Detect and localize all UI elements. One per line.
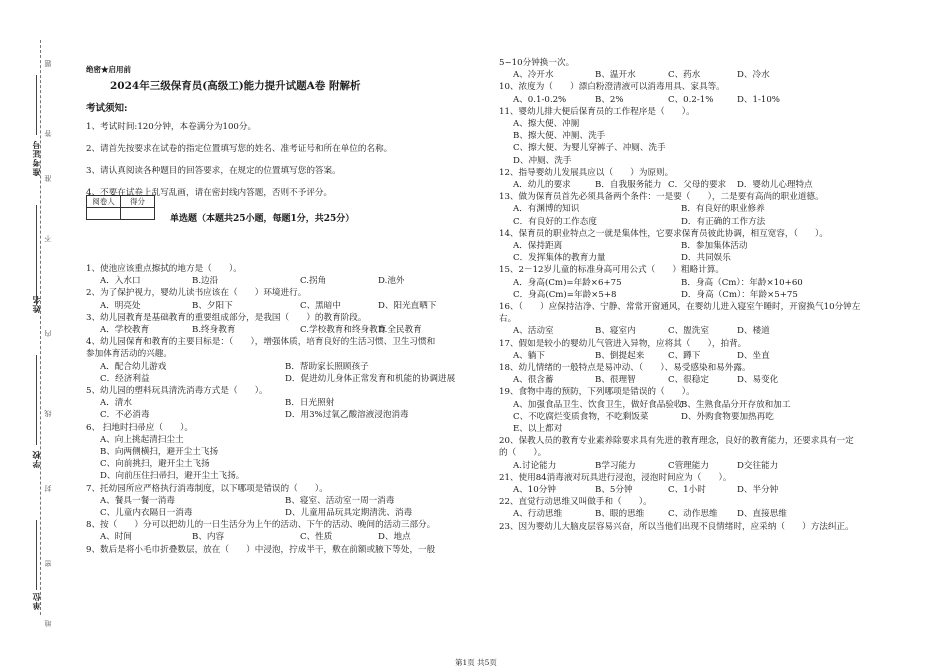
question-option: C．不必消毒: [100, 410, 150, 421]
question-option: A．明亮处: [100, 300, 141, 311]
question-option: C.拐角: [300, 276, 327, 287]
question-option: C、性质: [300, 532, 333, 543]
seal-char: 题: [44, 60, 52, 67]
question-option: D、半分钟: [737, 485, 779, 495]
question-stem: 3、幼儿园教育是基础教育的重要组成部分，是我国（ ）的教育阶段。: [86, 312, 367, 323]
question-option: A、0.1-0.2%: [513, 94, 567, 105]
question-option: D．促进幼儿身体正常发育和机能的协调进展: [285, 373, 456, 384]
question-option: A．身高(Cm)=年龄×6+75: [513, 277, 622, 288]
question-stem: 4、幼儿园保育和教育的主要目标是：（ ），增强体质，培育良好的生活习惯、卫生习惯和: [86, 337, 436, 348]
seal-line: [40, 40, 41, 615]
fill-in-line[interactable]: [36, 75, 37, 135]
question-stem: 13、做为保育员首先必须具备两个条件：一是要（ ），二是要有高尚的职业道德。: [499, 192, 824, 203]
question-option: A、很含蓄: [513, 375, 554, 386]
question-stem: 22、直觉行动思维又叫做手和（ ）。: [499, 497, 652, 508]
question-stem: 19、食物中毒的预防，下列哪项是错误的（ ）。: [499, 387, 695, 398]
question-option: A、餐具一餐一消毒: [100, 495, 175, 506]
question-stem: 7、托幼园所应严格执行消毒制度，以下哪项是错误的（ ）。: [86, 483, 328, 494]
question-stem: 6、 扫地时扫帚应（ ）。: [86, 422, 194, 433]
question-option: B、倒提起来: [595, 350, 645, 361]
question-option: C、擦大便、为婴儿穿裤子、冲厕、洗手: [513, 143, 666, 154]
question-stem: 9、数后是将小毛巾折叠数层，放在（ ）中浸泡，拧成半干，敷在前额或腋下等处，一般: [86, 544, 436, 555]
question-stem: 5~10分钟换一次。: [499, 58, 575, 68]
question-option: C、0.2-1%: [668, 94, 714, 105]
question-option: E、以上都对: [513, 424, 563, 434]
question-stem: 11、婴幼儿排大便后保育员的工作程序是（ ）。: [499, 106, 695, 117]
seal-char: 封: [44, 485, 52, 492]
question-option: B、2%: [595, 94, 624, 105]
seal-char: 不: [44, 235, 52, 242]
question-option: A、时间: [100, 532, 132, 543]
question-option: D、1-10%: [737, 94, 780, 105]
seal-char: 准: [44, 175, 52, 182]
question-option: D、地点: [378, 532, 411, 543]
question-option: D、坐直: [737, 350, 770, 361]
question-option: B、寝室内: [595, 326, 636, 337]
seal-label: 准考证号: [31, 140, 41, 176]
question-option: B．参加集体活动: [681, 241, 748, 251]
question-option: B、向两侧横扫，避开尘土飞扬: [100, 447, 219, 457]
fill-in-line[interactable]: [36, 205, 37, 305]
notice-title: 考试须知:: [86, 103, 128, 114]
question-stem: 参加体育活动的兴趣。: [86, 349, 172, 360]
question-option: A、10分钟: [513, 485, 556, 495]
question-option: C、向前挑扫，避开尘土飞扬: [100, 459, 210, 470]
question-option: B、擦大便、冲厕、洗手: [513, 131, 606, 142]
question-option: A、向上挑起清扫尘土: [100, 434, 184, 445]
question-option: C．发挥集体的教育力量: [513, 253, 606, 264]
question-option: C、药水: [668, 70, 701, 81]
score-table-score-label: 得分: [121, 196, 155, 208]
notice-item: 4、不要在试卷上乱写乱画，请在密封线内答题，否则不予评分。: [86, 188, 333, 198]
question-option: D、外购食物要加热再吃: [681, 411, 774, 422]
question-option: B学习能力: [595, 460, 636, 471]
question-option: D、冷水: [737, 70, 770, 81]
question-option: C、很稳定: [668, 375, 709, 386]
question-option: B、生熟食品分开存放和加工: [681, 399, 791, 410]
question-option: D.全民教育: [378, 325, 422, 335]
question-option: C、动作思维: [668, 509, 718, 520]
question-option: C管理能力: [668, 460, 709, 471]
question-option: B、温开水: [595, 70, 636, 81]
question-option: A．学校教育: [100, 325, 150, 335]
question-option: A．保持距离: [513, 241, 563, 251]
question-option: C、蹲下: [668, 350, 701, 361]
question-option: D．共同娱乐: [681, 253, 731, 264]
question-option: B.终身教育: [192, 325, 236, 335]
score-cell[interactable]: [121, 208, 155, 220]
question-option: D、儿童用品玩具定期清洗、消毒: [285, 508, 413, 518]
notice-item: 1、考试时间:120分钟，本卷满分为100分。: [86, 122, 257, 132]
question-option: C．有良好的工作态度: [513, 216, 597, 227]
question-stem: 20、保教人员的教育专业素养除要求具有先进的教育理念，良好的教育能力，还要求具有一定: [499, 436, 854, 447]
question-option: D、楼道: [737, 326, 770, 337]
question-option: B．自我服务能力: [595, 180, 662, 190]
seal-char: 答: [44, 130, 52, 137]
question-option: A．有渊博的知识: [513, 204, 580, 215]
question-option: C、1小时: [668, 485, 706, 495]
question-option: D．婴幼儿心理特点: [737, 180, 813, 190]
page-footer: 第1页 共5页: [455, 658, 497, 667]
question-stem: 1、使池应该重点擦拭的地方是（ ）。: [86, 264, 242, 274]
question-option: D．身高（Cm）：年龄×5+75: [681, 289, 798, 300]
question-stem: 21、使用84消毒液对玩具进行浸泡，浸泡时间应为（ ）。: [499, 472, 732, 483]
seal-label: 姓名: [31, 295, 41, 313]
seal-char: 内: [44, 330, 52, 337]
seal-char: 线: [44, 410, 52, 417]
score-table-grader-label: 阅卷人: [87, 196, 121, 208]
question-option: D．用3%过氧乙酸溶液浸泡消毒: [285, 410, 409, 421]
fill-in-line[interactable]: [36, 520, 37, 590]
question-stem: 10、浓度为（ ）漂白粉澄清液可以消毒用具、家具等。: [499, 82, 725, 93]
question-option: C、黑暗中: [300, 300, 341, 311]
page-title: 2024年三级保育员(高级工)能力提升试题A卷 附解析: [110, 80, 361, 92]
question-option: B、很理智: [595, 375, 636, 386]
question-option: B、寝室、活动室一周一消毒: [285, 495, 395, 506]
question-option: A、躺下: [513, 350, 545, 361]
question-option: B．有良好的职业修养: [681, 204, 765, 215]
question-stem: 15、2－12岁儿童的标准身高可用公式（ ）粗略计算。: [499, 265, 724, 276]
question-stem: 23、因为婴幼儿大脑皮层容易兴奋，所以当他们出现不良情绪时，应采纳（ ）方法纠正。: [499, 521, 854, 532]
seal-char: 密: [44, 560, 52, 567]
question-stem: 12、指导婴幼儿发展具应以（ ）为原则。: [499, 167, 674, 178]
question-option: B、夕阳下: [192, 300, 233, 311]
question-option: A．配合幼儿游戏: [100, 361, 167, 372]
question-stem: 16、（ ）应保持洁净、宁静、常常开窗通风，在婴幼儿进入寝室午睡时，开窗换气10分钟左: [499, 302, 861, 312]
question-stem: 2、为了保护视力，婴幼儿读书应该在（ ）环境进行。: [86, 288, 307, 299]
question-option: A．入水口: [100, 276, 141, 287]
question-option: B、5分钟: [595, 485, 633, 495]
question-option: D、直接思维: [737, 509, 787, 520]
question-option: A、活动室: [513, 326, 554, 337]
question-option: D、冲厕、洗手: [513, 155, 572, 166]
notice-item: 2、请首先按要求在试卷的指定位置填写您的姓名、准考证号和所在单位的名称。: [86, 144, 393, 154]
question-option: C、不吃腐烂变质食物，不吃剩饭菜: [513, 411, 649, 422]
question-option: C．经济利益: [100, 373, 150, 384]
question-stem: 18、幼儿情绪的一般特点是易冲动、（ ）、易受感染和易外露。: [499, 363, 751, 373]
question-stem: 8、按（ ）分可以把幼儿的一日生活分为上午的活动、下午的活动、晚间的活动三部分。: [86, 520, 436, 531]
question-stem: 右。: [499, 314, 517, 325]
question-option: A、行动思维: [513, 509, 563, 520]
seal-label: 单位: [31, 592, 41, 610]
question-option: C．父母的要求: [668, 180, 727, 190]
question-stem: 5、幼儿园的塑料玩具清洗消毒方式是（ ）。: [86, 386, 268, 396]
question-stem: 14、保育员的职业特点之一就是集体性，它要求保育员彼此协调，相互宽容，（ ）。: [499, 228, 828, 239]
question-option: A.讨论能力: [513, 460, 557, 471]
question-option: A、冷开水: [513, 70, 554, 81]
question-option: B．帮助家长照顾孩子: [285, 361, 369, 372]
score-table: [86, 195, 155, 220]
question-option: B、内容: [192, 532, 225, 543]
question-option: A、擦大便、冲厕: [513, 119, 580, 129]
notice-item: 3、请认真阅读各种题目的回答要求，在规定的位置填写您的答案。: [86, 166, 341, 176]
question-option: C．身高(Cm)=年龄×5+8: [513, 289, 617, 300]
question-option: A、加强食品卫生、饮食卫生，做好食品验收: [513, 399, 683, 410]
question-option: B.边沿: [192, 276, 219, 287]
seal-label: 学校: [31, 450, 41, 468]
question-option: D、向前压住扫帚扫，避开尘土飞扬。: [100, 471, 245, 482]
question-option: B、眼的思维: [595, 509, 645, 520]
section-title: 单选题（本题共25小题，每题1分，共25分）: [170, 214, 355, 224]
question-option: B．身高（Cm）：年龄×10+60: [681, 277, 803, 288]
confidential-mark: 绝密★启用前: [86, 65, 131, 74]
question-option: C、盥洗室: [668, 326, 709, 337]
question-stem: 17、假如是较小的婴幼儿气管进入异物，应将其（ ），拍背。: [499, 338, 747, 349]
fill-in-line[interactable]: [36, 355, 37, 445]
question-option: C、儿童内衣隔日一消毒: [100, 508, 193, 518]
question-option: A．清水: [100, 398, 132, 409]
grader-cell[interactable]: [87, 208, 121, 220]
question-option: B．日光照射: [285, 398, 335, 409]
question-option: D交往能力: [737, 460, 779, 471]
question-option: D、易变化: [737, 375, 779, 386]
question-option: A．幼儿的要求: [513, 180, 571, 190]
question-stem: 的（ ）。: [499, 448, 547, 459]
question-option: D．有正确的工作方法: [681, 216, 766, 227]
question-option: D、阳光直晒下: [378, 300, 437, 311]
question-option: D.池外: [378, 276, 405, 287]
question-option: C.学校教育和终身教育: [300, 325, 387, 335]
seal-char: 地: [44, 620, 52, 627]
